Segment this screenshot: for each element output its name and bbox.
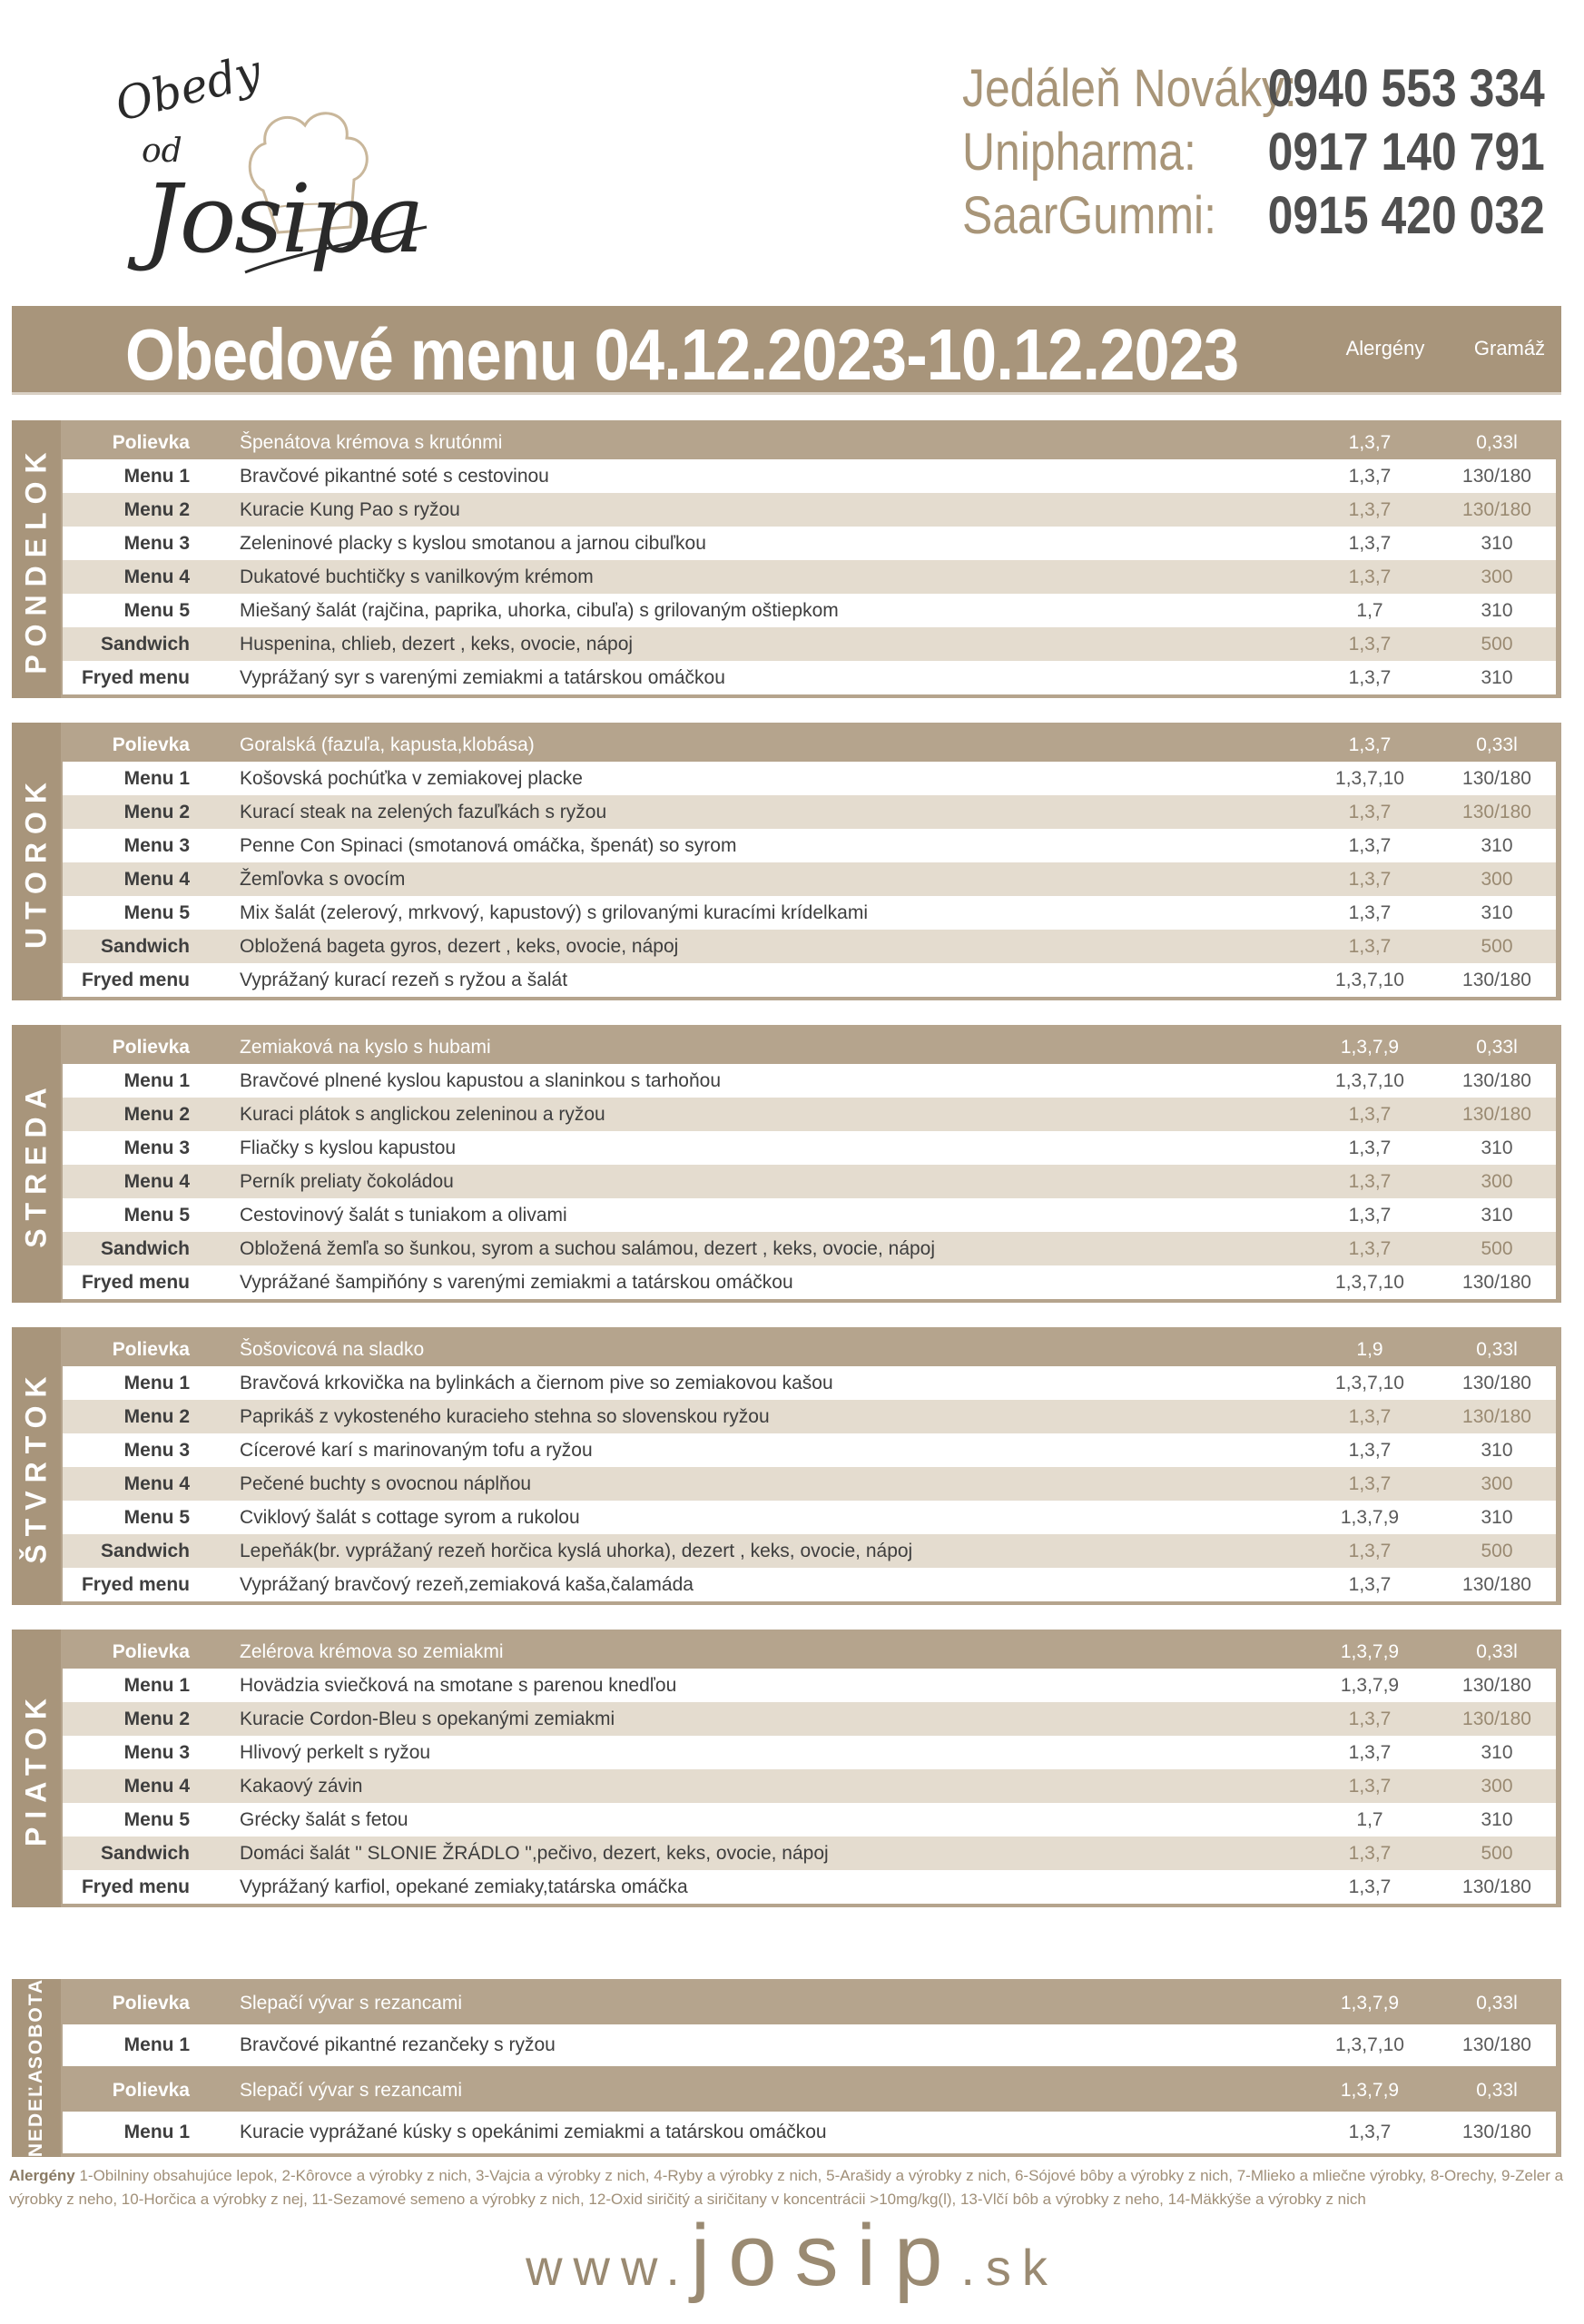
menu-row	[63, 594, 1556, 627]
contact-phone[interactable]: 0917 140 791	[1267, 123, 1545, 182]
portion-weight: 300	[1481, 1473, 1513, 1494]
menu-category: Menu 5	[123, 1809, 190, 1830]
dish-name: Dukatové buchtičky s vanilkovým krémom	[240, 566, 594, 587]
menu-row	[63, 2112, 1556, 2153]
allergen-codes: 1,3,7	[1348, 533, 1392, 554]
allergen-codes: 1,3,7	[1348, 1171, 1392, 1192]
dish-name: Mix šalát (zelerový, mrkvový, kapustový) s grilovanými kuracími krídelkami	[240, 902, 868, 923]
menu-category: Polievka	[112, 1993, 190, 2014]
menu-category: Menu 4	[123, 869, 190, 890]
contact-phone[interactable]: 0915 420 032	[1267, 186, 1545, 245]
day-label	[12, 1025, 61, 1303]
portion-weight: 130/180	[1462, 802, 1531, 822]
allergen-codes: 1,3,7	[1348, 936, 1392, 957]
portion-weight: 500	[1481, 1238, 1513, 1259]
dish-name: Žemľovka s ovocím	[240, 869, 406, 890]
dish-name: Cestovinový šalát s tuniakom a olivami	[240, 1205, 567, 1226]
menu-category: Menu 4	[123, 566, 190, 587]
menu-category: Menu 2	[123, 499, 190, 520]
menu-category: Menu 4	[123, 1473, 190, 1494]
day-block-weekend	[12, 1979, 1561, 2157]
day-block	[12, 1327, 1561, 1605]
allergen-codes: 1,3,7	[1348, 734, 1392, 755]
day-block	[12, 723, 1561, 1000]
day-label-weekend	[12, 1979, 61, 2157]
allergen-codes: 1,3,7	[1348, 1205, 1392, 1226]
menu-category: Sandwich	[100, 936, 190, 957]
menu-row	[63, 2070, 1556, 2112]
contact-name: Jedáleň Nováky:	[962, 59, 1297, 118]
soup-row	[63, 1333, 1556, 1366]
portion-weight: 310	[1481, 533, 1513, 554]
menu-rows	[63, 426, 1556, 694]
contact-name: SaarGummi:	[962, 186, 1216, 245]
menu-category: Polievka	[112, 432, 190, 453]
menu-category: Menu 5	[123, 1507, 190, 1528]
allergen-codes: 1,3,7	[1348, 1137, 1392, 1158]
allergen-codes: 1,3,7	[1348, 1440, 1392, 1461]
menu-category: Polievka	[112, 734, 190, 755]
day-label	[12, 1630, 61, 1907]
allergen-codes: 1,3,7	[1348, 1406, 1392, 1427]
portion-weight: 0,33l	[1476, 1037, 1518, 1058]
menu-category: Polievka	[112, 1641, 190, 1662]
dish-name: Cícerové karí s marinovaným tofu a ryžou	[240, 1440, 593, 1461]
dish-name: Perník preliaty čokoládou	[240, 1171, 454, 1192]
allergen-codes: 1,3,7	[1348, 869, 1392, 890]
dish-name: Lepeňák(br. vyprážaný rezeň horčica kyslá uhorka), dezert , keks, ovocie, nápoj	[240, 1541, 913, 1561]
allergen-codes: 1,3,7,9	[1340, 1507, 1400, 1528]
menu-rows	[63, 1635, 1556, 1904]
allergen-codes: 1,3,7,10	[1335, 2034, 1404, 2055]
portion-weight: 130/180	[1462, 2122, 1531, 2142]
allergen-codes: 1,3,7	[1348, 835, 1392, 856]
portion-weight: 130/180	[1462, 466, 1531, 487]
menu-category: Menu 1	[123, 1373, 190, 1393]
menu-category: Menu 2	[123, 1104, 190, 1125]
portion-weight: 310	[1481, 1507, 1513, 1528]
allergen-codes: 1,3,7,10	[1335, 1373, 1404, 1393]
menu-category: Fryed menu	[81, 970, 190, 990]
dish-name: Vyprážaný syr s varenými zemiakmi a tatárskou omáčkou	[240, 667, 725, 688]
allergen-codes: 1,7	[1356, 600, 1383, 621]
allergen-codes: 1,3,7,9	[1340, 1037, 1400, 1058]
menu-category: Menu 3	[123, 835, 190, 856]
allergen-codes: 1,3,7	[1348, 1541, 1392, 1561]
title-bar	[12, 306, 1561, 395]
allergens-header: Alergény	[1345, 337, 1425, 359]
dish-name: Bravčové pikantné rezančeky s ryžou	[240, 2034, 556, 2055]
portion-weight: 0,33l	[1476, 734, 1518, 755]
day-label-nedela: NEDEĽA	[25, 2067, 46, 2158]
dish-name: Kuracie vyprážané kúsky s opekánimi zemiakmi a tatárskou omáčkou	[240, 2122, 827, 2142]
allergen-codes: 1,3,7,9	[1340, 1993, 1400, 2014]
day-block	[12, 420, 1561, 698]
allergens-note	[9, 2164, 1570, 2211]
dish-name: Košovská pochúťka v zemiakovej placke	[240, 768, 583, 789]
allergen-codes: 1,3,7	[1348, 466, 1392, 487]
day-block	[12, 1025, 1561, 1303]
menu-row	[63, 1064, 1556, 1098]
menu-category: Sandwich	[100, 1541, 190, 1561]
page-title: Obedové menu 04.12.2023-10.12.2023	[125, 314, 1239, 395]
dish-name: Zeleninové placky s kyslou smotanou a jarnou cibuľkou	[240, 533, 706, 554]
contact-list	[962, 58, 1552, 249]
dish-name: Bravčová krkovička na bylinkách a čiernom pive so zemiakovou kašou	[240, 1373, 833, 1393]
day-name: PONDELOK	[19, 444, 53, 675]
allergen-codes: 1,3,7	[1348, 1709, 1392, 1729]
allergen-codes: 1,3,7,10	[1335, 1070, 1404, 1091]
menu-category: Menu 5	[123, 902, 190, 923]
allergens-note-text: 1-Obilniny obsahujúce lepok, 2-Kôrovce a výrobky z nich, 3-Vajcia a výrobky z nich, 4-Ryby a výrobky z nich, 5-Arašidy a výrobky z nich, 6-Sójové bôby a výrobky z nich, 7-Mlieko a mliečne výrobky, 8-Orechy, 9-Zeler a výrobky z neho, 10-Horčica a výrobky z nej, 11-Sezamové semeno a výrobky z nich, 12-Oxid siričitý a siričitany v koncentrácii >10mg/kg(l), 13-Vlčí bôb a výrobky z neho, 14-Mäkkýše a výrobky z nich	[9, 2167, 1564, 2208]
menu-row	[63, 1736, 1556, 1769]
menu-category: Menu 2	[123, 1709, 190, 1729]
dish-name: Slepačí vývar s rezancami	[240, 1993, 463, 2014]
menu-category: Polievka	[112, 2080, 190, 2101]
menu-row	[63, 1769, 1556, 1803]
menu-row	[63, 1265, 1556, 1299]
dish-name: Penne Con Spinaci (smotanová omáčka, špenát) so syrom	[240, 835, 737, 856]
menu-category: Menu 3	[123, 1137, 190, 1158]
allergen-codes: 1,3,7	[1348, 566, 1392, 587]
menu-row	[63, 1702, 1556, 1736]
portion-weight: 310	[1481, 835, 1513, 856]
menu-category: Sandwich	[100, 1238, 190, 1259]
allergen-codes: 1,3,7	[1348, 1104, 1392, 1125]
logo-text-josipa: Josipa	[143, 163, 423, 274]
dish-name: Vyprážaný karfiol, opekané zemiaky,tatárska omáčka	[240, 1876, 688, 1897]
menu-category: Fryed menu	[81, 667, 190, 688]
menu-category: Menu 1	[123, 768, 190, 789]
dish-name: Cviklový šalát s cottage syrom a rukolou	[240, 1507, 580, 1528]
portion-weight: 500	[1481, 1541, 1513, 1561]
contact-item	[962, 122, 1552, 185]
menu-rows	[63, 1030, 1556, 1299]
portion-weight: 0,33l	[1476, 2080, 1518, 2101]
menu-row	[63, 661, 1556, 694]
contact-item	[962, 58, 1552, 122]
menu-category: Menu 3	[123, 1440, 190, 1461]
menu-row	[63, 493, 1556, 527]
allergen-codes: 1,3,7	[1348, 802, 1392, 822]
allergen-codes: 1,3,7	[1348, 499, 1392, 520]
portion-weight: 310	[1481, 1137, 1513, 1158]
menu-row	[63, 1870, 1556, 1904]
day-name: PIATOK	[19, 1690, 53, 1846]
dish-name: Zelérova krémova so zemiakmi	[240, 1641, 504, 1662]
dish-name: Pečené buchty s ovocnou náplňou	[240, 1473, 532, 1494]
portion-weight: 130/180	[1462, 1709, 1531, 1729]
dish-name: Kurací steak na zelených fazuľkách s ryžou	[240, 802, 607, 822]
menu-row	[63, 560, 1556, 594]
menu-row	[63, 527, 1556, 560]
menu-category: Menu 4	[123, 1171, 190, 1192]
portion-weight: 130/180	[1462, 1574, 1531, 1595]
menu-row	[63, 1501, 1556, 1534]
menu-row	[63, 1131, 1556, 1165]
menu-row	[63, 1837, 1556, 1870]
day-label	[12, 420, 61, 698]
portion-weight: 500	[1481, 634, 1513, 655]
allergen-codes: 1,3,7	[1348, 902, 1392, 923]
soup-row	[63, 1030, 1556, 1064]
allergen-codes: 1,7	[1356, 1809, 1383, 1830]
contact-item	[962, 185, 1552, 249]
dish-name: Zemiaková na kyslo s hubami	[240, 1037, 491, 1058]
portion-weight: 0,33l	[1476, 432, 1518, 453]
allergen-codes: 1,3,7	[1348, 432, 1392, 453]
dish-name: Hovädzia sviečková na smotane s parenou knedľou	[240, 1675, 677, 1696]
menu-category: Polievka	[112, 1037, 190, 1058]
dish-name: Kakaový závin	[240, 1776, 363, 1797]
portion-weight: 130/180	[1462, 1272, 1531, 1293]
menu-category: Fryed menu	[81, 1574, 190, 1595]
soup-row	[63, 728, 1556, 762]
logo-text-obedy: Obedy	[110, 44, 267, 132]
dish-name: Grécky šalát s fetou	[240, 1809, 408, 1830]
menu-row	[63, 1433, 1556, 1467]
menu-category: Menu 1	[123, 2034, 190, 2055]
allergen-codes: 1,3,7	[1348, 1742, 1392, 1763]
allergen-codes: 1,3,7	[1348, 1574, 1392, 1595]
portion-weight: 130/180	[1462, 1876, 1531, 1897]
dish-name: Bravčové pikantné soté s cestovinou	[240, 466, 549, 487]
allergen-codes: 1,3,7,10	[1335, 970, 1404, 990]
menu-category: Fryed menu	[81, 1876, 190, 1897]
menu-row	[63, 1534, 1556, 1568]
menu-category: Fryed menu	[81, 1272, 190, 1293]
portion-weight: 310	[1481, 1742, 1513, 1763]
dish-name: Kuracie Kung Pao s ryžou	[240, 499, 460, 520]
menu-category: Menu 3	[123, 533, 190, 554]
dish-name: Špenátova krémova s krutónmi	[240, 432, 503, 453]
allergen-codes: 1,3,7,10	[1335, 1272, 1404, 1293]
allergen-codes: 1,3,7	[1348, 634, 1392, 655]
menu-row	[63, 1366, 1556, 1400]
portion-weight: 0,33l	[1476, 1339, 1518, 1360]
soup-row	[63, 426, 1556, 459]
allergens-note-label: Alergény	[9, 2167, 75, 2184]
menu-row	[63, 829, 1556, 862]
menu-rows	[63, 1333, 1556, 1601]
dish-name: Šošovicová na sladko	[240, 1339, 425, 1360]
soup-row	[63, 1635, 1556, 1669]
portion-weight: 130/180	[1462, 499, 1531, 520]
menu-row	[63, 963, 1556, 997]
contact-name: Unipharma:	[962, 123, 1196, 182]
dish-name: Bravčové plnené kyslou kapustou a slaninkou s tarhoňou	[240, 1070, 722, 1091]
menu-rows	[63, 728, 1556, 997]
menu-row	[63, 1198, 1556, 1232]
dish-name: Vyprážaný kurací rezeň s ryžou a šalát	[240, 970, 568, 990]
menu-category: Menu 4	[123, 1776, 190, 1797]
day-label	[12, 723, 61, 1000]
dish-name: Fliačky s kyslou kapustou	[240, 1137, 457, 1158]
menu-category: Menu 1	[123, 466, 190, 487]
menu-row	[63, 1803, 1556, 1837]
menu-category: Menu 1	[123, 1675, 190, 1696]
menu-row	[63, 862, 1556, 896]
menu-row	[63, 2024, 1556, 2066]
dish-name: Kuraci plátok s anglickou zeleninou a ryžou	[240, 1104, 605, 1125]
logo	[109, 44, 436, 281]
portion-weight: 310	[1481, 1809, 1513, 1830]
weekend-rows	[63, 1983, 1556, 2153]
portion-weight: 300	[1481, 1776, 1513, 1797]
portion-weight: 0,33l	[1476, 1641, 1518, 1662]
portion-weight: 310	[1481, 1205, 1513, 1226]
portion-weight: 310	[1481, 902, 1513, 923]
menu-row	[63, 762, 1556, 795]
day-label-sobota: SOBOTA	[25, 1977, 46, 2070]
dish-name: Huspenina, chlieb, dezert , keks, ovocie, nápoj	[240, 634, 634, 655]
portion-weight: 300	[1481, 566, 1513, 587]
portion-weight: 500	[1481, 936, 1513, 957]
soup-row	[63, 1983, 1556, 2024]
portion-weight: 130/180	[1462, 2034, 1531, 2055]
day-name: ŠTVRTOK	[19, 1368, 53, 1564]
allergen-codes: 1,3,7	[1348, 1473, 1392, 1494]
portion-weight: 130/180	[1462, 768, 1531, 789]
portion-weight: 130/180	[1462, 1406, 1531, 1427]
allergen-codes: 1,3,7,9	[1340, 2080, 1400, 2101]
menu-row	[63, 1568, 1556, 1601]
dish-name: Kuracie Cordon-Bleu s opekanými zemiakmi	[240, 1709, 615, 1729]
dish-name: Obložená žemľa so šunkou, syrom a suchou salámou, dezert , keks, ovocie, nápoj	[240, 1238, 936, 1259]
dish-name: Miešaný šalát (rajčina, paprika, uhorka, cibuľa) s grilovaným oštiepkom	[240, 600, 839, 621]
logo-text-od: od	[142, 133, 182, 170]
menu-category: Menu 2	[123, 802, 190, 822]
allergen-codes: 1,3,7	[1348, 1776, 1392, 1797]
contact-phone[interactable]: 0940 553 334	[1267, 59, 1545, 118]
weight-header: Gramáž	[1473, 337, 1546, 359]
portion-weight: 0,33l	[1476, 1993, 1518, 2014]
day-label	[12, 1327, 61, 1605]
menu-row	[63, 896, 1556, 930]
allergen-codes: 1,9	[1356, 1339, 1383, 1360]
menu-row	[63, 1400, 1556, 1433]
dish-name: Vyprážané šampiňóny s varenými zemiakmi a tatárskou omáčkou	[240, 1272, 793, 1293]
portion-weight: 300	[1481, 869, 1513, 890]
menu-row	[63, 1165, 1556, 1198]
website-prefix: www.	[526, 2239, 691, 2296]
dish-name: Paprikáš z vykosteného kuracieho stehna so slovenskou ryžou	[240, 1406, 770, 1427]
allergen-codes: 1,3,7,9	[1340, 1641, 1400, 1662]
menu-category: Polievka	[112, 1339, 190, 1360]
menu-row	[63, 459, 1556, 493]
portion-weight: 130/180	[1462, 1373, 1531, 1393]
day-name: STREDA	[19, 1079, 53, 1248]
menu-category: Sandwich	[100, 1843, 190, 1864]
dish-name: Hlivový perkelt s ryžou	[240, 1742, 431, 1763]
allergen-codes: 1,3,7	[1348, 1876, 1392, 1897]
day-block	[12, 1630, 1561, 1907]
menu-category: Menu 2	[123, 1406, 190, 1427]
portion-weight: 500	[1481, 1843, 1513, 1864]
menu-row	[63, 795, 1556, 829]
menu-row	[63, 627, 1556, 661]
menu-row	[63, 1669, 1556, 1702]
dish-name: Goralská (fazuľa, kapusta,klobása)	[240, 734, 535, 755]
allergen-codes: 1,3,7	[1348, 1238, 1392, 1259]
dish-name: Slepačí vývar s rezancami	[240, 2080, 463, 2101]
menu-row	[63, 1467, 1556, 1501]
menu-row	[63, 1232, 1556, 1265]
portion-weight: 130/180	[1462, 1070, 1531, 1091]
menu-category: Menu 5	[123, 600, 190, 621]
portion-weight: 130/180	[1462, 970, 1531, 990]
website-link[interactable]	[0, 2206, 1584, 2306]
portion-weight: 310	[1481, 600, 1513, 621]
allergen-codes: 1,3,7	[1348, 667, 1392, 688]
menu-category: Sandwich	[100, 634, 190, 655]
portion-weight: 300	[1481, 1171, 1513, 1192]
portion-weight: 310	[1481, 667, 1513, 688]
menu-category: Menu 3	[123, 1742, 190, 1763]
dish-name: Domáci šalát " SLONIE ŽRÁDLO ",pečivo, dezert, keks, ovocie, nápoj	[240, 1843, 829, 1864]
allergen-codes: 1,3,7,9	[1340, 1675, 1400, 1696]
menu-category: Menu 5	[123, 1205, 190, 1226]
menu-category: Menu 1	[123, 2122, 190, 2142]
allergen-codes: 1,3,7,10	[1335, 768, 1404, 789]
portion-weight: 130/180	[1462, 1104, 1531, 1125]
portion-weight: 130/180	[1462, 1675, 1531, 1696]
dish-name: Vyprážaný bravčový rezeň,zemiaková kaša,čalamáda	[240, 1574, 694, 1595]
day-name: UTOROK	[19, 773, 53, 950]
website-domain: josip	[690, 2207, 961, 2304]
website-suffix: .sk	[960, 2239, 1058, 2296]
dish-name: Obložená bageta gyros, dezert , keks, ovocie, nápoj	[240, 936, 679, 957]
menu-row	[63, 930, 1556, 963]
portion-weight: 310	[1481, 1440, 1513, 1461]
allergen-codes: 1,3,7	[1348, 2122, 1392, 2142]
menu-category: Menu 1	[123, 1070, 190, 1091]
menu-row	[63, 1098, 1556, 1131]
allergen-codes: 1,3,7	[1348, 1843, 1392, 1864]
